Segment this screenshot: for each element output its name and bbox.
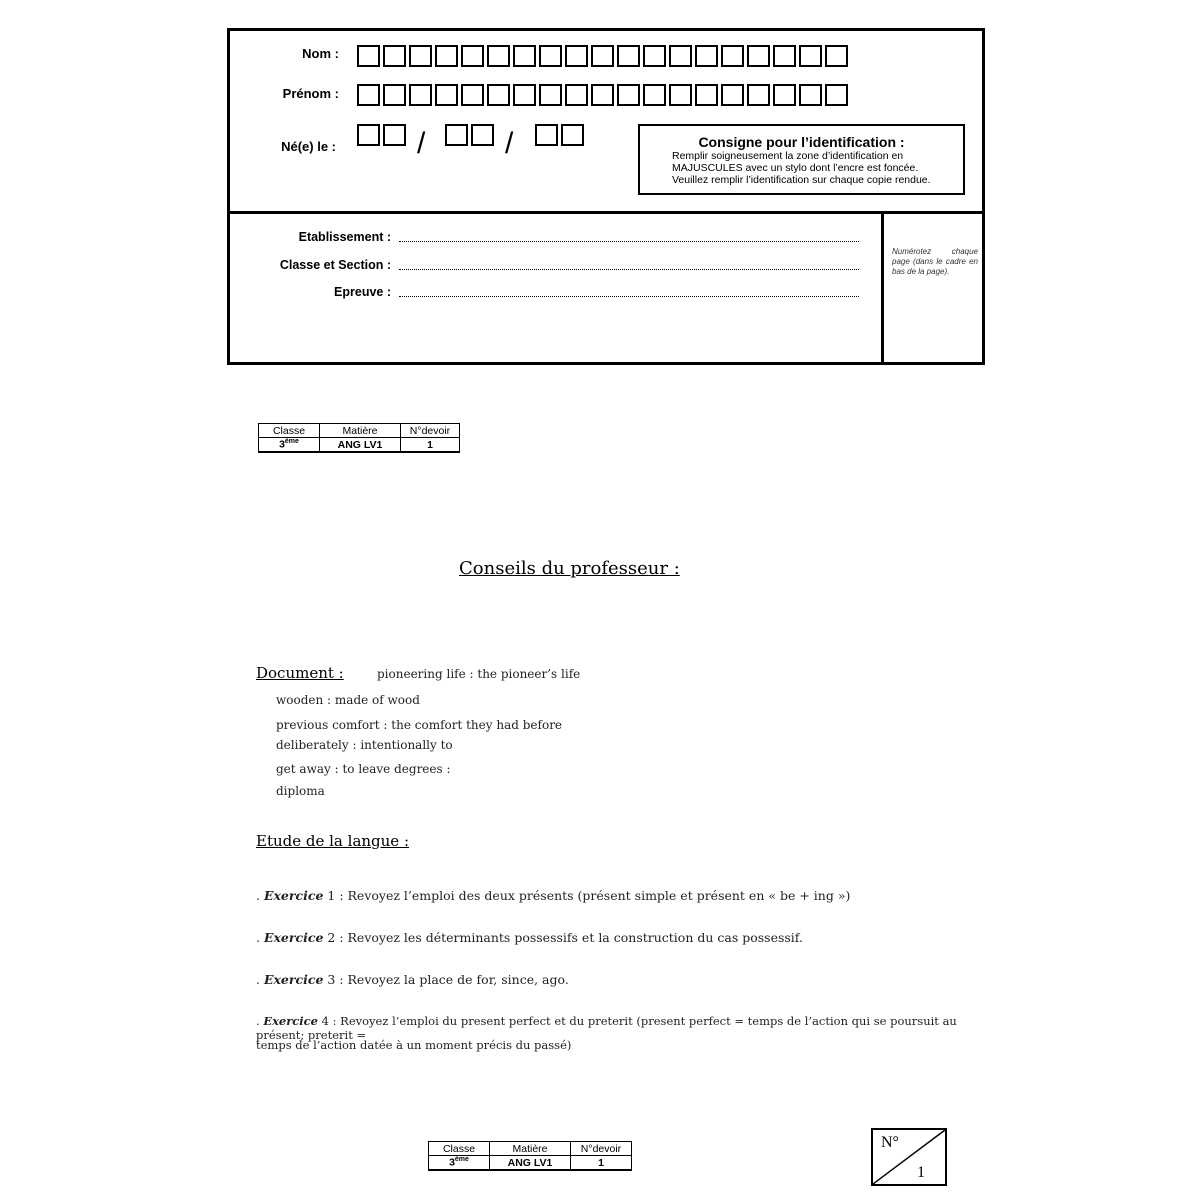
frame-divider <box>227 211 985 214</box>
exercise-3: . Exercice 3 : Revoyez la place de for, since, ago. <box>256 972 569 987</box>
exercise-1: . Exercice 1 : Revoyez l’emploi des deux présents (présent simple et présent en « be + ing ») <box>256 888 851 903</box>
page-number-label: N° <box>881 1134 899 1151</box>
info-table-top <box>258 423 460 453</box>
vocab-item: previous comfort : the comfort they had before <box>276 718 563 732</box>
header-classe: Classe <box>259 424 320 438</box>
birthdate-label: Né(e) le : <box>281 139 336 154</box>
vocab-item: pioneering life : the pioneer’s life <box>377 667 581 681</box>
vocab-item: wooden : made of wood <box>276 693 420 707</box>
header-devoir: N°devoir <box>571 1142 632 1156</box>
conseils-title: Conseils du professeur : <box>459 558 680 579</box>
classe-value: 3ème <box>429 1156 490 1171</box>
date-slash: / <box>417 127 426 160</box>
consigne-line: Veuillez remplir l’identification sur chaque copie rendue. <box>672 174 931 186</box>
page-number-box <box>871 1128 947 1186</box>
vocab-item: deliberately : intentionally to <box>276 738 453 752</box>
date-slash: / <box>505 127 514 160</box>
info-table-bottom <box>428 1141 632 1171</box>
exercise-4: . Exercice 4 : Revoyez l’emploi du present perfect et du preterit (present perfect = temps de l’action qui se poursuit au présent; preterit = <box>256 1014 957 1042</box>
devoir-value: 1 <box>401 438 460 453</box>
header-devoir: N°devoir <box>401 424 460 438</box>
classe-section-field[interactable] <box>399 268 859 270</box>
nom-label: Nom : <box>302 46 339 61</box>
header-classe: Classe <box>429 1142 490 1156</box>
nom-boxes[interactable] <box>357 45 848 67</box>
matiere-value: ANG LV1 <box>320 438 401 453</box>
consigne-box <box>638 124 965 195</box>
vocab-item: diploma <box>276 784 325 798</box>
etude-heading: Etude de la langue : <box>256 832 410 850</box>
birth-year-boxes[interactable] <box>535 124 584 146</box>
birth-month-boxes[interactable] <box>445 124 494 146</box>
header-matiere: Matière <box>320 424 401 438</box>
consigne-line: Remplir soigneusement la zone d’identification en <box>672 150 904 162</box>
prenom-label: Prénom : <box>282 86 339 101</box>
exercise-4-continued: temps de l’action datée à un moment précis du passé) <box>256 1038 572 1052</box>
etablissement-label: Etablissement : <box>298 230 391 244</box>
epreuve-label: Epreuve : <box>334 285 391 299</box>
document-heading: Document : <box>256 664 344 682</box>
classe-value: 3ème <box>259 438 320 453</box>
header-matiere: Matière <box>490 1142 571 1156</box>
consigne-line: MAJUSCULES avec un stylo dont l’encre est foncée. <box>672 162 919 174</box>
devoir-value: 1 <box>571 1156 632 1171</box>
birth-day-boxes[interactable] <box>357 124 406 146</box>
exercise-2: . Exercice 2 : Revoyez les déterminants possessifs et la construction du cas possessif. <box>256 930 803 945</box>
side-divider <box>881 212 884 362</box>
etablissement-field[interactable] <box>399 240 859 242</box>
vocab-item: get away : to leave degrees : <box>276 762 451 776</box>
page-number-value: 1 <box>917 1164 925 1181</box>
numerotez-note: Numérotez chaque page (dans le cadre en bas de la page). <box>892 247 978 276</box>
consigne-title: Consigne pour l’identification : <box>698 134 905 150</box>
matiere-value: ANG LV1 <box>490 1156 571 1171</box>
classe-section-label: Classe et Section : <box>279 258 391 272</box>
identification-frame <box>227 28 985 365</box>
epreuve-field[interactable] <box>399 295 859 297</box>
prenom-boxes[interactable] <box>357 84 848 106</box>
